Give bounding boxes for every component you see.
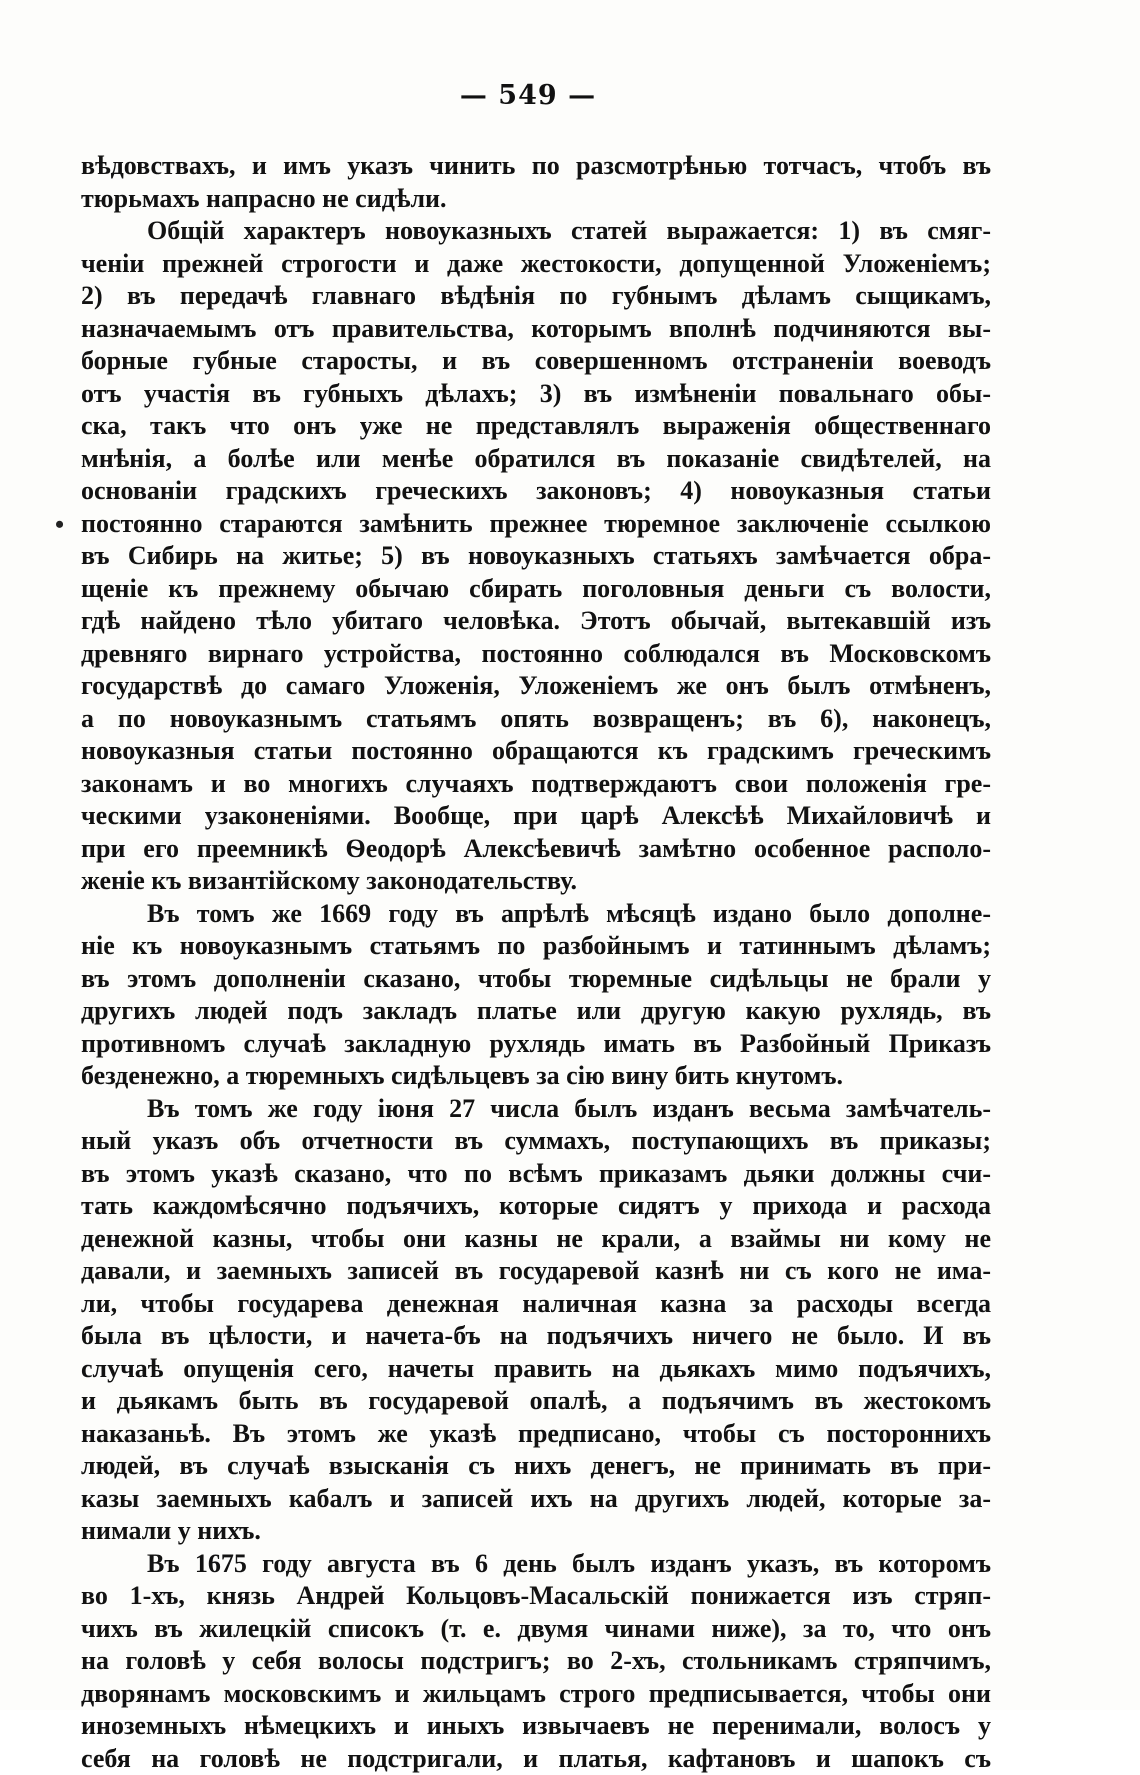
text-line: отъ участія въ губныхъ дѣлахъ; 3) въ измѣненіи повальнаго обы- bbox=[81, 378, 991, 411]
text-line: гдѣ найдено тѣло убитаго человѣка. Этотъ обычай, вытекавшій изъ bbox=[81, 605, 991, 638]
text-line: 2) въ передачѣ главнаго вѣдѣнія по губнымъ дѣламъ сыщикамъ, bbox=[81, 280, 991, 313]
text-line: ченіи прежней строгости и даже жестокости, допущенной Уложеніемъ; bbox=[81, 248, 991, 281]
text-line: въ этомъ указѣ сказано, что по всѣмъ приказамъ дьяки должны счи- bbox=[81, 1158, 991, 1191]
text-line: новоуказныя статьи постоянно обращаются къ градскимъ греческимъ bbox=[81, 735, 991, 768]
text-line: а по новоуказнымъ статьямъ опять возвращенъ; въ 6), наконецъ, bbox=[81, 703, 991, 736]
margin-mark: • bbox=[55, 510, 64, 540]
text-line: тать каждомѣсячно подъячихъ, которые сидятъ у прихода и расхода bbox=[81, 1190, 991, 1223]
text-line: чихъ въ жилецкій списокъ (т. е. двумя чинами ниже), за то, что онъ bbox=[81, 1613, 991, 1646]
text-line: вѣдовствахъ, и имъ указъ чинить по разсмотрѣнью тотчасъ, чтобъ въ bbox=[81, 150, 991, 183]
text-line: на головѣ у себя волосы подстригъ; во 2-хъ, стольникамъ стряпчимъ, bbox=[81, 1645, 991, 1678]
text-line: нимали у нихъ. bbox=[81, 1515, 991, 1548]
text-line: во 1-хъ, князь Андрей Кольцовъ-Масальскій понижается изъ стряп- bbox=[81, 1580, 991, 1613]
text-line: въ этомъ дополненіи сказано, чтобы тюремные сидѣльцы не брали у bbox=[81, 963, 991, 996]
text-line: борные губные старосты, и въ совершенномъ отстраненіи воеводъ bbox=[81, 345, 991, 378]
text-line: основаніи градскихъ греческихъ законовъ; 4) новоуказныя статьи bbox=[81, 475, 991, 508]
text-line: и дьякамъ быть въ государевой опалѣ, а подъячимъ въ жестокомъ bbox=[81, 1385, 991, 1418]
text-line: давали, и заемныхъ записей въ государевой казнѣ ни съ кого не има- bbox=[81, 1255, 991, 1288]
text-line: Въ томъ же 1669 году въ апрѣлѣ мѣсяцѣ издано было дополне- bbox=[81, 898, 991, 931]
text-line: Въ 1675 году августа въ 6 день былъ изданъ указъ, въ которомъ bbox=[81, 1548, 991, 1581]
paragraph bbox=[81, 150, 991, 215]
text-line: ска, такъ что онъ уже не представлялъ выраженія общественнаго bbox=[81, 410, 991, 443]
text-line: при его преемникѣ Ѳеодорѣ Алексѣевичѣ замѣтно особенное располо- bbox=[81, 833, 991, 866]
text-line: безденежно, а тюремныхъ сидѣльцевъ за сію вину бить кнутомъ. bbox=[81, 1060, 991, 1093]
text-line: иноземныхъ нѣмецкихъ и иныхъ извычаевъ не перенимали, волосъ у bbox=[81, 1710, 991, 1743]
text-line: казы заемныхъ кабалъ и записей ихъ на другихъ людей, которые за- bbox=[81, 1483, 991, 1516]
text-line: тюрьмахъ напрасно не сидѣли. bbox=[81, 183, 991, 216]
text-line: Въ томъ же году іюня 27 числа былъ изданъ весьма замѣчатель- bbox=[81, 1093, 991, 1126]
paragraph bbox=[81, 1093, 991, 1548]
text-line: государствѣ до самаго Уложенія, Уложеніемъ же онъ былъ отмѣненъ, bbox=[81, 670, 991, 703]
text-line: щеніе къ прежнему обычаю сбирать поголовныя деньги съ волости, bbox=[81, 573, 991, 606]
text-line: ніе къ новоуказнымъ статьямъ по разбойнымъ и татиннымъ дѣламъ; bbox=[81, 930, 991, 963]
paragraph bbox=[81, 898, 991, 1093]
text-line: въ Сибирь на житье; 5) въ новоуказныхъ статьяхъ замѣчается обра- bbox=[81, 540, 991, 573]
text-line: древняго вирнаго устройства, постоянно соблюдался въ Московскомъ bbox=[81, 638, 991, 671]
text-line: людей, въ случаѣ взысканія съ нихъ денегъ, не принимать въ при- bbox=[81, 1450, 991, 1483]
text-line: мнѣнія, а болѣе или менѣе обратился въ показаніе свидѣтелей, на bbox=[81, 443, 991, 476]
text-line: ли, чтобы государева денежная наличная казна за расходы всегда bbox=[81, 1288, 991, 1321]
text-line: постоянно стараются замѣнить прежнее тюремное заключеніе ссылкою bbox=[81, 508, 991, 541]
text-line: случаѣ опущенія сего, начеты править на дьякахъ мимо подъячихъ, bbox=[81, 1353, 991, 1386]
text-line: денежной казны, чтобы они казны не крали, а взаймы ни кому не bbox=[81, 1223, 991, 1256]
paragraph bbox=[81, 1548, 991, 1775]
text-line: Общій характеръ новоуказныхъ статей выражается: 1) въ смяг- bbox=[81, 215, 991, 248]
page-body-text bbox=[81, 150, 991, 1775]
text-line: другихъ людей подъ закладъ платье или другую какую рухлядь, въ bbox=[81, 995, 991, 1028]
text-line: противномъ случаѣ закладную рухлядь имать въ Разбойный Приказъ bbox=[81, 1028, 991, 1061]
text-line: ческими узаконеніями. Вообще, при царѣ Алексѣѣ Михайловичѣ и bbox=[81, 800, 991, 833]
text-line: женіе къ византійскому законодательству. bbox=[81, 865, 991, 898]
text-line: назначаемымъ отъ правительства, которымъ вполнѣ подчиняются вы- bbox=[81, 313, 991, 346]
text-line: дворянамъ московскимъ и жильцамъ строго предписывается, чтобы они bbox=[81, 1678, 991, 1711]
page-number: — 549 — bbox=[0, 80, 1056, 111]
text-line: была въ цѣлости, и начета-бъ на подъячихъ ничего не было. И въ bbox=[81, 1320, 991, 1353]
text-line: законамъ и во многихъ случаяхъ подтверждаютъ свои положенія гре- bbox=[81, 768, 991, 801]
text-line: ный указъ объ отчетности въ суммахъ, поступающихъ въ приказы; bbox=[81, 1125, 991, 1158]
text-line: наказаньѣ. Въ этомъ же указѣ предписано, чтобы съ постороннихъ bbox=[81, 1418, 991, 1451]
text-line: себя на головѣ не подстригали, и платья, кафтановъ и шапокъ съ bbox=[81, 1743, 991, 1775]
paragraph bbox=[81, 215, 991, 898]
